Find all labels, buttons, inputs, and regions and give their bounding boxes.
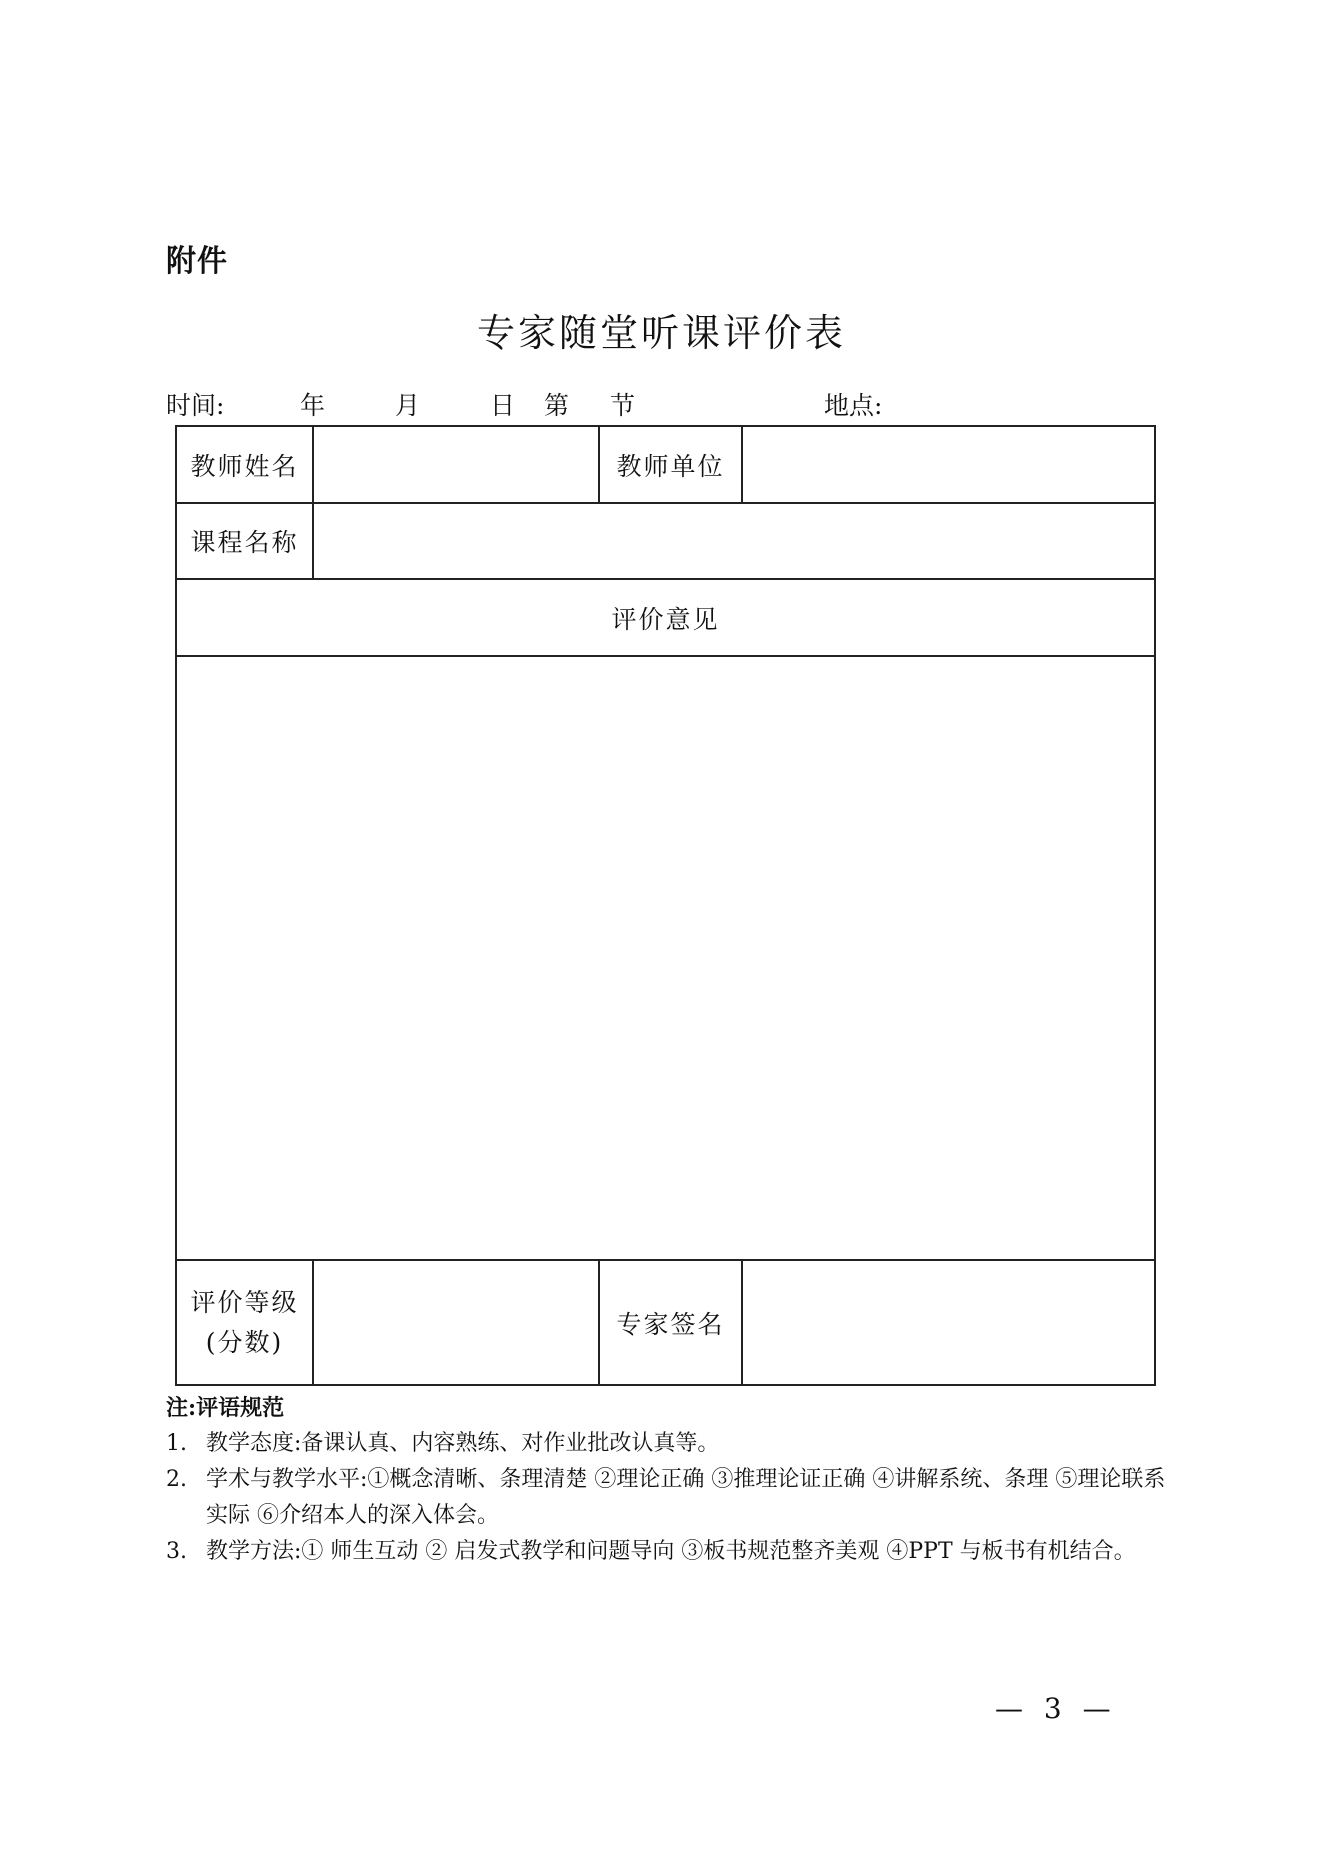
grade-label bbox=[176, 1260, 313, 1385]
note-item bbox=[166, 1462, 1166, 1534]
evaluation-comments-field[interactable] bbox=[176, 656, 1155, 1260]
course-name-field[interactable] bbox=[313, 503, 1155, 579]
period-label: 节 bbox=[610, 391, 636, 420]
period-prefix-label: 第 bbox=[544, 391, 570, 420]
note-item bbox=[166, 1426, 1166, 1462]
note-number: 1. bbox=[166, 1431, 187, 1456]
page-number: — 3 — bbox=[995, 1692, 1117, 1725]
note-item bbox=[166, 1534, 1166, 1570]
grade-label-line2: (分数) bbox=[205, 1327, 284, 1357]
note-text: 学术与教学水平:①概念清晰、条理清楚 ②理论正确 ③推理论证正确 ④讲解系统、条理 ⑤理论联系实际 ⑥介绍本人的深入体会。 bbox=[206, 1467, 1166, 1528]
note-number: 2. bbox=[166, 1467, 187, 1492]
teacher-name-field[interactable] bbox=[313, 426, 599, 503]
expert-sign-label: 专家签名 bbox=[599, 1260, 742, 1385]
course-name-label: 课程名称 bbox=[176, 503, 313, 579]
teacher-unit-label: 教师单位 bbox=[599, 426, 742, 503]
notes-title: 注:评语规范 bbox=[166, 1395, 285, 1421]
course-row bbox=[176, 503, 1155, 579]
evaluation-heading: 评价意见 bbox=[176, 579, 1155, 656]
evaluation-body-row bbox=[176, 656, 1155, 1260]
day-label: 日 bbox=[490, 391, 516, 420]
evaluation-header-row bbox=[176, 579, 1155, 656]
expert-sign-field[interactable] bbox=[742, 1260, 1155, 1385]
grade-row bbox=[176, 1260, 1155, 1385]
notes-section bbox=[166, 1390, 1166, 1570]
note-text: 教学态度:备课认真、内容熟练、对作业批改认真等。 bbox=[206, 1431, 720, 1456]
page-title: 专家随堂听课评价表 bbox=[476, 311, 846, 355]
time-label: 时间: bbox=[166, 391, 225, 420]
teacher-unit-field[interactable] bbox=[742, 426, 1155, 503]
evaluation-form-table bbox=[175, 425, 1156, 1386]
attachment-label: 附件 bbox=[166, 244, 228, 279]
grade-field[interactable] bbox=[313, 1260, 599, 1385]
teacher-name-label: 教师姓名 bbox=[176, 426, 313, 503]
grade-label-line1: 评价等级 bbox=[190, 1287, 299, 1317]
note-text: 教学方法:① 师生互动 ② 启发式教学和问题导向 ③板书规范整齐美观 ④PPT 与板书有机结合。 bbox=[206, 1539, 1136, 1564]
location-label: 地点: bbox=[824, 391, 883, 420]
teacher-row bbox=[176, 426, 1155, 503]
month-label: 月 bbox=[395, 391, 421, 420]
year-label: 年 bbox=[300, 391, 326, 420]
note-number: 3. bbox=[166, 1539, 187, 1564]
